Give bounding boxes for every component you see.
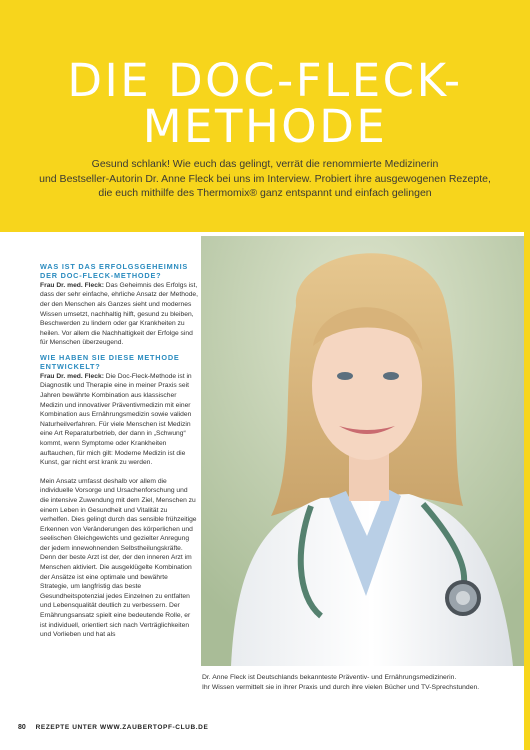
lead-line-1: Gesund schlank! Wie euch das gelingt, verrät die renommierte Medizinerin <box>91 158 439 170</box>
question-heading-1: WAS IST DAS ERFOLGSGEHEIMNIS DER DOC-FLECK-METHODE? <box>40 262 189 281</box>
body-paragraph: Mein Ansatz umfasst deshalb vor allem die individuelle Vorsorge und Ursachenforschung und die intensive Zuwendung mit dem Ziel, Menschen zu einem Leben in Gesundheit und Vitalität zu verhelfen. Dies gelingt durch das sensible frühzeitige Erkennen von Veränderungen des körperlichen und seelischen Gleichgewichts und gezielter Anregung der jedem innewohnenden Selbstheilungskräfte. Denn der beste Arzt ist der, der den inneren Arzt im Menschen aktiviert. Die ausgeklügelte Kombination der Ansätze ist eine optimale und bewährte Strategie, um langfristig das beste Gesundheitspotenzial jedes Einzelnen zu entfalten und Lebensqualität deutlich zu verbessern. Der Ernährungsansatz spielt eine bedeutende Rolle, er ist individuell, orientiert sich nach Verträglichkeiten und Vorlieben und hat als <box>40 477 197 639</box>
question-heading-2: WIE HABEN SIE DIESE METHODE ENTWICKELT? <box>40 352 180 372</box>
caption-line-1: Dr. Anne Fleck ist Deutschlands bekannteste Präventiv- und Ernährungsmedizinerin. <box>202 674 457 681</box>
title-line-1: DIE DOC-FLECK- <box>67 54 463 107</box>
lead-line-2: und Bestseller-Autorin Dr. Anne Fleck bei uns im Interview. Probiert ihre ausgewogenen Rezepte, <box>39 172 491 185</box>
answer-1-text: Das Geheimnis des Erfolgs ist, dass der sehr einfache, ehrliche Ansatz der Methode, der den Menschen als Ganzes sieht und modernes Wissen umsetzt, nachhaltig hilft, gesund zu bleiben, Beschwerden zu lindern oder gar Krankheiten zu heilen. Vor allem die Nachhaltigkeit der Erfolge sind für Menschen überzeugend. <box>40 281 198 347</box>
caption-line-2: Ihr Wissen vermittelt sie in ihrer Praxis und durch ihre vielen Bücher und TV-Sprechstunden. <box>202 684 480 691</box>
page-footer <box>18 724 208 731</box>
page-title <box>0 54 530 153</box>
answer-2-speaker: Frau Dr. med. Fleck: <box>40 372 104 380</box>
footer-text: REZEPTE UNTER WWW.ZAUBERTOPF-CLUB.DE <box>35 724 209 731</box>
page-number: 80 <box>18 724 26 731</box>
photo-caption <box>202 673 524 693</box>
portrait-photo <box>201 236 524 666</box>
answer-2-text: Die Doc-Fleck-Methode ist in Diagnostik und Therapie eine in meiner Praxis seit Jahren bewährte Kombination aus klassischer Medizin und innovativer Präventivmedizin mit einer Kombination aus Ernährungsmedizin sowie validen Naturheilverfahren. Für viele Menschen ist Medizin eine Art Reparaturbetrieb, der dann in „Schwung“ kommt, wenn Symptome oder Krankheiten auftauchen, für mich gilt: Moderne Medizin ist die Kunst, gar nicht erst krank zu werden. <box>40 372 192 467</box>
answer-1 <box>40 281 198 348</box>
article-column <box>40 262 198 645</box>
answer-1-speaker: Frau Dr. med. Fleck: <box>40 281 104 289</box>
title-line-2: METHODE <box>142 100 388 153</box>
lead-line-3: die euch mithilfe des Thermomix® ganz entspannt und einfach gelingen <box>98 187 432 199</box>
answer-2 <box>40 372 198 468</box>
lead-paragraph <box>20 157 510 201</box>
portrait-illustration <box>201 236 524 666</box>
